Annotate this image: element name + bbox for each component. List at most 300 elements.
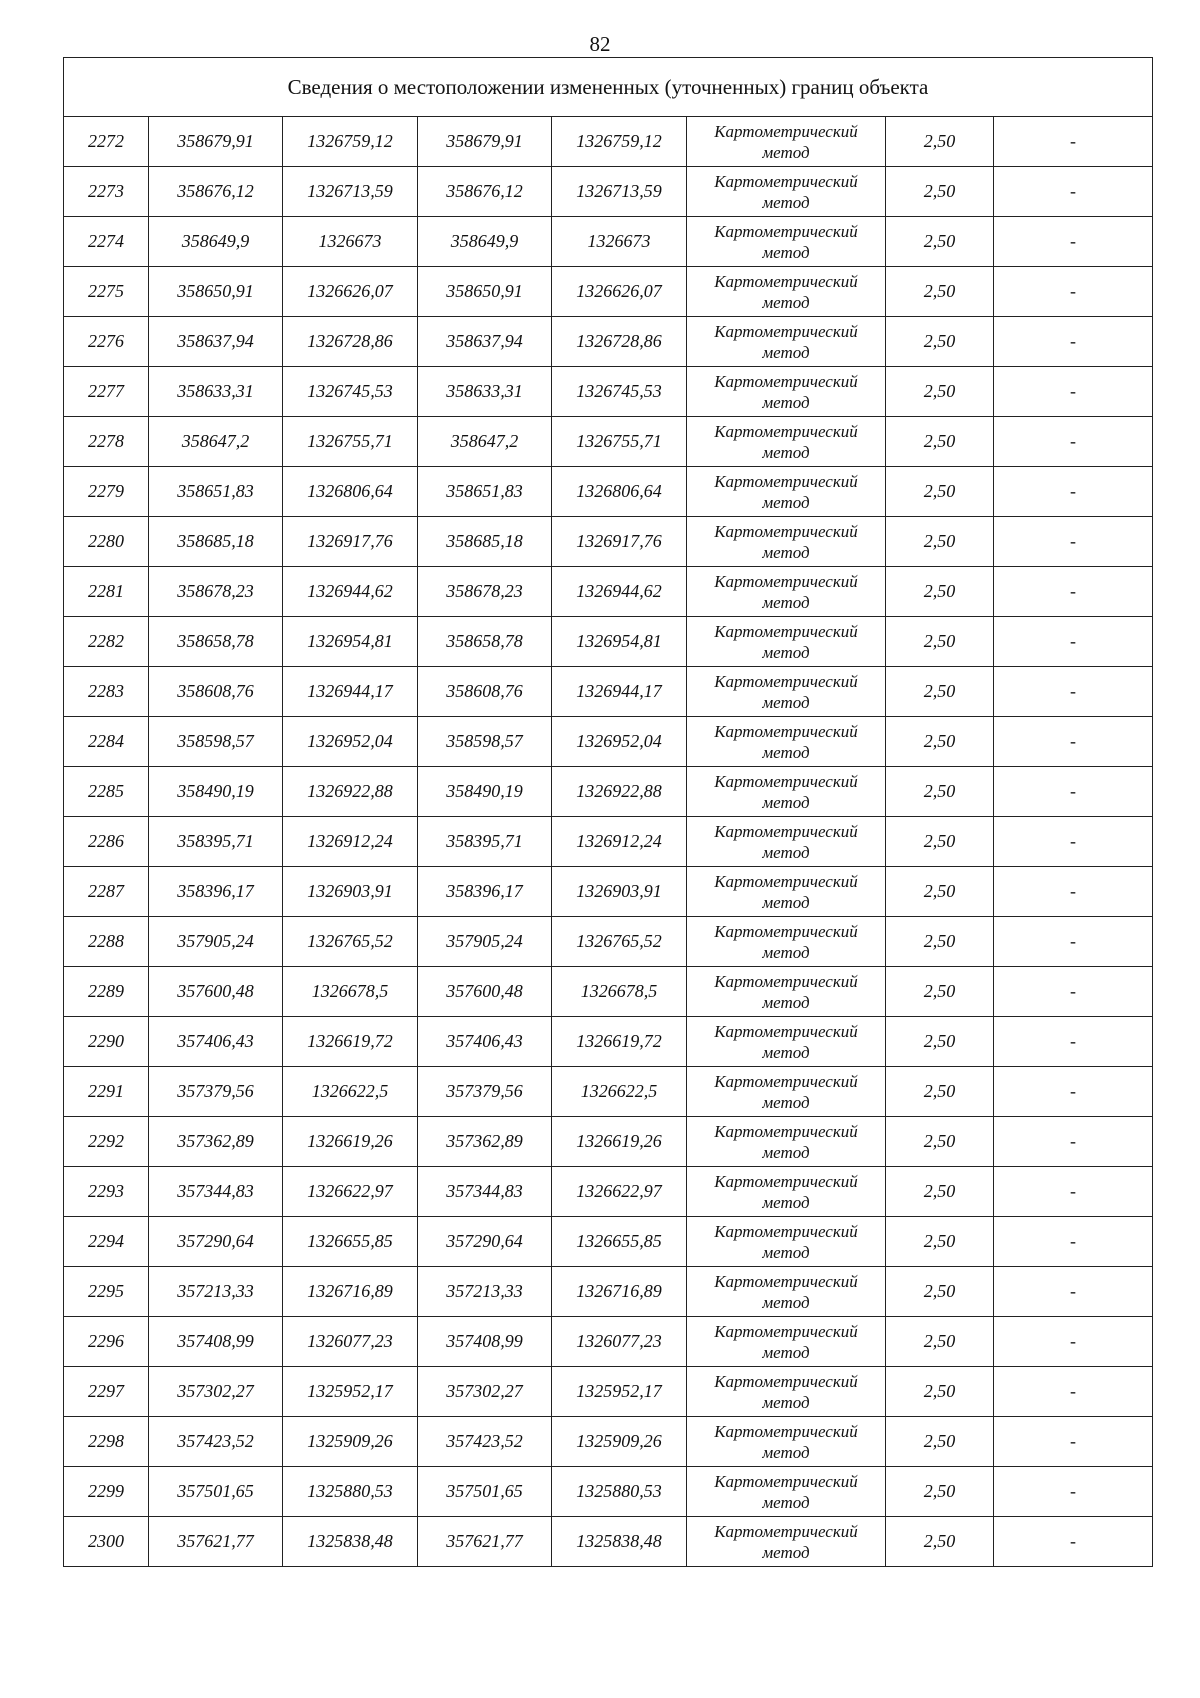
method-text: метод: [762, 392, 810, 412]
refined-x-cell: 358598,57: [418, 717, 552, 767]
method-text: метод: [762, 1492, 810, 1512]
table-row: [64, 1117, 1153, 1167]
point-number-cell: 2294: [64, 1217, 149, 1267]
refined-y-cell: 1326716,89: [552, 1267, 687, 1317]
refined-y-cell: 1326655,85: [552, 1217, 687, 1267]
precision-cell: 2,50: [886, 467, 994, 517]
method-cell: [687, 567, 886, 617]
existing-y-cell: 1326917,76: [283, 517, 418, 567]
method-cell: [687, 1267, 886, 1317]
refined-x-cell: 358608,76: [418, 667, 552, 717]
refined-x-cell: 357344,83: [418, 1167, 552, 1217]
existing-x-cell: 357302,27: [149, 1367, 283, 1417]
method-text: метод: [762, 892, 810, 912]
refined-x-cell: 358396,17: [418, 867, 552, 917]
method-cell: [687, 367, 886, 417]
refined-x-cell: 358651,83: [418, 467, 552, 517]
point-number-cell: 2282: [64, 617, 149, 667]
precision-cell: 2,50: [886, 717, 994, 767]
table-row: [64, 667, 1153, 717]
existing-y-cell: 1326806,64: [283, 467, 418, 517]
existing-x-cell: 357408,99: [149, 1317, 283, 1367]
refined-y-cell: 1326713,59: [552, 167, 687, 217]
method-cell: [687, 1417, 886, 1467]
refined-x-cell: 358679,91: [418, 117, 552, 167]
refined-x-cell: 357362,89: [418, 1117, 552, 1167]
method-text: Картометрический: [714, 521, 858, 541]
point-number-cell: 2292: [64, 1117, 149, 1167]
method-cell: [687, 217, 886, 267]
existing-y-cell: 1326944,62: [283, 567, 418, 617]
existing-x-cell: 358658,78: [149, 617, 283, 667]
table-row: [64, 1317, 1153, 1367]
table-row: [64, 217, 1153, 267]
refined-x-cell: 358658,78: [418, 617, 552, 667]
refined-y-cell: 1326745,53: [552, 367, 687, 417]
method-text: метод: [762, 1092, 810, 1112]
existing-y-cell: 1326944,17: [283, 667, 418, 717]
method-cell: [687, 667, 886, 717]
precision-cell: 2,50: [886, 667, 994, 717]
precision-cell: 2,50: [886, 617, 994, 667]
method-text: Картометрический: [714, 321, 858, 341]
note-cell: -: [994, 1217, 1153, 1267]
method-text: Картометрический: [714, 121, 858, 141]
method-cell: [687, 617, 886, 667]
existing-y-cell: 1326678,5: [283, 967, 418, 1017]
refined-y-cell: 1326626,07: [552, 267, 687, 317]
method-cell: [687, 467, 886, 517]
refined-y-cell: 1326917,76: [552, 517, 687, 567]
note-cell: -: [994, 167, 1153, 217]
point-number-cell: 2298: [64, 1417, 149, 1467]
refined-x-cell: 358678,23: [418, 567, 552, 617]
method-text: Картометрический: [714, 1521, 858, 1541]
existing-x-cell: 358649,9: [149, 217, 283, 267]
method-text: метод: [762, 692, 810, 712]
method-text: Картометрический: [714, 671, 858, 691]
refined-x-cell: 357423,52: [418, 1417, 552, 1467]
existing-x-cell: 358637,94: [149, 317, 283, 367]
table-row: [64, 867, 1153, 917]
note-cell: -: [994, 1417, 1153, 1467]
method-cell: [687, 267, 886, 317]
existing-x-cell: 358678,23: [149, 567, 283, 617]
note-cell: -: [994, 917, 1153, 967]
precision-cell: 2,50: [886, 1417, 994, 1467]
point-number-cell: 2289: [64, 967, 149, 1017]
refined-y-cell: 1326912,24: [552, 817, 687, 867]
method-text: метод: [762, 1142, 810, 1162]
table-row: [64, 817, 1153, 867]
point-number-cell: 2293: [64, 1167, 149, 1217]
note-cell: -: [994, 1017, 1153, 1067]
method-text: Картометрический: [714, 1321, 858, 1341]
method-text: Картометрический: [714, 371, 858, 391]
refined-x-cell: 357379,56: [418, 1067, 552, 1117]
refined-y-cell: 1326755,71: [552, 417, 687, 467]
point-number-cell: 2281: [64, 567, 149, 617]
method-text: Картометрический: [714, 1121, 858, 1141]
existing-x-cell: 357621,77: [149, 1517, 283, 1567]
point-number-cell: 2295: [64, 1267, 149, 1317]
refined-y-cell: 1326673: [552, 217, 687, 267]
note-cell: -: [994, 967, 1153, 1017]
existing-y-cell: 1325909,26: [283, 1417, 418, 1467]
method-text: метод: [762, 1392, 810, 1412]
method-text: метод: [762, 1292, 810, 1312]
method-text: Картометрический: [714, 971, 858, 991]
existing-y-cell: 1326954,81: [283, 617, 418, 667]
refined-x-cell: 357213,33: [418, 1267, 552, 1317]
refined-y-cell: 1326922,88: [552, 767, 687, 817]
table-row: [64, 117, 1153, 167]
method-text: Картометрический: [714, 921, 858, 941]
precision-cell: 2,50: [886, 1317, 994, 1367]
existing-x-cell: 358650,91: [149, 267, 283, 317]
precision-cell: 2,50: [886, 567, 994, 617]
precision-cell: 2,50: [886, 867, 994, 917]
refined-y-cell: 1326952,04: [552, 717, 687, 767]
point-number-cell: 2274: [64, 217, 149, 267]
point-number-cell: 2280: [64, 517, 149, 567]
method-cell: [687, 1067, 886, 1117]
existing-y-cell: 1326922,88: [283, 767, 418, 817]
method-cell: [687, 1467, 886, 1517]
refined-y-cell: 1325909,26: [552, 1417, 687, 1467]
table-row: [64, 417, 1153, 467]
method-cell: [687, 867, 886, 917]
table-row: [64, 1267, 1153, 1317]
existing-y-cell: 1326655,85: [283, 1217, 418, 1267]
note-cell: -: [994, 517, 1153, 567]
refined-y-cell: 1326944,17: [552, 667, 687, 717]
note-cell: -: [994, 367, 1153, 417]
note-cell: -: [994, 617, 1153, 667]
table-row: [64, 917, 1153, 967]
table-row: [64, 1217, 1153, 1267]
method-text: метод: [762, 492, 810, 512]
table-row: [64, 267, 1153, 317]
table-row: [64, 617, 1153, 667]
table-row: [64, 1417, 1153, 1467]
precision-cell: 2,50: [886, 417, 994, 467]
method-cell: [687, 717, 886, 767]
existing-y-cell: 1326765,52: [283, 917, 418, 967]
existing-x-cell: 358651,83: [149, 467, 283, 517]
refined-x-cell: 358647,2: [418, 417, 552, 467]
existing-x-cell: 358598,57: [149, 717, 283, 767]
precision-cell: 2,50: [886, 1067, 994, 1117]
precision-cell: 2,50: [886, 267, 994, 317]
refined-y-cell: 1326954,81: [552, 617, 687, 667]
precision-cell: 2,50: [886, 117, 994, 167]
method-cell: [687, 817, 886, 867]
method-text: метод: [762, 1442, 810, 1462]
note-cell: -: [994, 817, 1153, 867]
method-text: Картометрический: [714, 821, 858, 841]
note-cell: -: [994, 417, 1153, 467]
note-cell: -: [994, 717, 1153, 767]
method-cell: [687, 1317, 886, 1367]
refined-y-cell: 1326765,52: [552, 917, 687, 967]
note-cell: -: [994, 317, 1153, 367]
precision-cell: 2,50: [886, 167, 994, 217]
existing-x-cell: 358395,71: [149, 817, 283, 867]
refined-x-cell: 358685,18: [418, 517, 552, 567]
method-text: метод: [762, 592, 810, 612]
method-text: Картометрический: [714, 1421, 858, 1441]
precision-cell: 2,50: [886, 967, 994, 1017]
point-number-cell: 2299: [64, 1467, 149, 1517]
method-text: метод: [762, 1192, 810, 1212]
method-text: метод: [762, 292, 810, 312]
precision-cell: 2,50: [886, 817, 994, 867]
existing-y-cell: 1326626,07: [283, 267, 418, 317]
precision-cell: 2,50: [886, 367, 994, 417]
method-cell: [687, 167, 886, 217]
existing-y-cell: 1326745,53: [283, 367, 418, 417]
note-cell: -: [994, 667, 1153, 717]
existing-y-cell: 1326622,97: [283, 1167, 418, 1217]
method-text: Картометрический: [714, 1471, 858, 1491]
table-row: [64, 167, 1153, 217]
point-number-cell: 2279: [64, 467, 149, 517]
existing-x-cell: 358608,76: [149, 667, 283, 717]
note-cell: -: [994, 1067, 1153, 1117]
method-text: метод: [762, 1042, 810, 1062]
method-cell: [687, 1017, 886, 1067]
method-text: метод: [762, 842, 810, 862]
existing-x-cell: 357423,52: [149, 1417, 283, 1467]
refined-x-cell: 357406,43: [418, 1017, 552, 1067]
note-cell: -: [994, 267, 1153, 317]
method-text: Картометрический: [714, 571, 858, 591]
refined-x-cell: 358649,9: [418, 217, 552, 267]
existing-y-cell: 1326673: [283, 217, 418, 267]
point-number-cell: 2285: [64, 767, 149, 817]
table-row: [64, 567, 1153, 617]
note-cell: -: [994, 217, 1153, 267]
method-text: Картометрический: [714, 621, 858, 641]
point-number-cell: 2291: [64, 1067, 149, 1117]
existing-y-cell: 1326912,24: [283, 817, 418, 867]
method-cell: [687, 1117, 886, 1167]
existing-x-cell: 358633,31: [149, 367, 283, 417]
refined-x-cell: 357501,65: [418, 1467, 552, 1517]
refined-x-cell: 357290,64: [418, 1217, 552, 1267]
existing-x-cell: 358679,91: [149, 117, 283, 167]
refined-x-cell: 358633,31: [418, 367, 552, 417]
existing-y-cell: 1325838,48: [283, 1517, 418, 1567]
method-text: Картометрический: [714, 721, 858, 741]
existing-y-cell: 1326622,5: [283, 1067, 418, 1117]
point-number-cell: 2275: [64, 267, 149, 317]
table-row: [64, 1467, 1153, 1517]
method-text: Картометрический: [714, 1371, 858, 1391]
method-text: метод: [762, 142, 810, 162]
method-text: метод: [762, 642, 810, 662]
refined-y-cell: 1326622,97: [552, 1167, 687, 1217]
page-number: 82: [589, 32, 611, 56]
refined-y-cell: 1326759,12: [552, 117, 687, 167]
point-number-cell: 2287: [64, 867, 149, 917]
point-number-cell: 2300: [64, 1517, 149, 1567]
refined-x-cell: 357600,48: [418, 967, 552, 1017]
note-cell: -: [994, 867, 1153, 917]
existing-x-cell: 357213,33: [149, 1267, 283, 1317]
existing-y-cell: 1326952,04: [283, 717, 418, 767]
method-cell: [687, 1367, 886, 1417]
method-text: метод: [762, 792, 810, 812]
method-text: Картометрический: [714, 1171, 858, 1191]
method-text: Картометрический: [714, 171, 858, 191]
note-cell: -: [994, 1467, 1153, 1517]
existing-x-cell: 358490,19: [149, 767, 283, 817]
method-text: Картометрический: [714, 1071, 858, 1091]
method-text: Картометрический: [714, 421, 858, 441]
point-number-cell: 2283: [64, 667, 149, 717]
existing-x-cell: 357290,64: [149, 1217, 283, 1267]
precision-cell: 2,50: [886, 1217, 994, 1267]
method-text: метод: [762, 942, 810, 962]
method-cell: [687, 317, 886, 367]
existing-y-cell: 1326619,26: [283, 1117, 418, 1167]
method-cell: [687, 967, 886, 1017]
method-text: метод: [762, 242, 810, 262]
existing-y-cell: 1326755,71: [283, 417, 418, 467]
refined-y-cell: 1325838,48: [552, 1517, 687, 1567]
existing-y-cell: 1326716,89: [283, 1267, 418, 1317]
method-cell: [687, 917, 886, 967]
method-text: Картометрический: [714, 1271, 858, 1291]
existing-x-cell: 358685,18: [149, 517, 283, 567]
refined-y-cell: 1326678,5: [552, 967, 687, 1017]
table-row: [64, 317, 1153, 367]
precision-cell: 2,50: [886, 517, 994, 567]
existing-x-cell: 358396,17: [149, 867, 283, 917]
table-row: [64, 1367, 1153, 1417]
refined-y-cell: 1326619,72: [552, 1017, 687, 1067]
table-row: [64, 367, 1153, 417]
table-row: [64, 717, 1153, 767]
refined-x-cell: 358676,12: [418, 167, 552, 217]
method-text: метод: [762, 1542, 810, 1562]
existing-y-cell: 1326619,72: [283, 1017, 418, 1067]
existing-x-cell: 357600,48: [149, 967, 283, 1017]
table-row: [64, 1067, 1153, 1117]
table-row: [64, 467, 1153, 517]
method-text: метод: [762, 442, 810, 462]
precision-cell: 2,50: [886, 1017, 994, 1067]
method-text: Картометрический: [714, 221, 858, 241]
precision-cell: 2,50: [886, 767, 994, 817]
refined-y-cell: 1325880,53: [552, 1467, 687, 1517]
existing-x-cell: 357379,56: [149, 1067, 283, 1117]
method-cell: [687, 117, 886, 167]
point-number-cell: 2296: [64, 1317, 149, 1367]
refined-y-cell: 1326619,26: [552, 1117, 687, 1167]
precision-cell: 2,50: [886, 917, 994, 967]
refined-x-cell: 357621,77: [418, 1517, 552, 1567]
precision-cell: 2,50: [886, 217, 994, 267]
method-cell: [687, 1217, 886, 1267]
note-cell: -: [994, 767, 1153, 817]
point-number-cell: 2284: [64, 717, 149, 767]
point-number-cell: 2272: [64, 117, 149, 167]
table-row: [64, 1517, 1153, 1567]
method-text: метод: [762, 1242, 810, 1262]
method-cell: [687, 767, 886, 817]
method-cell: [687, 417, 886, 467]
method-text: Картометрический: [714, 471, 858, 491]
method-text: Картометрический: [714, 1221, 858, 1241]
note-cell: -: [994, 1317, 1153, 1367]
precision-cell: 2,50: [886, 317, 994, 367]
method-cell: [687, 517, 886, 567]
note-cell: -: [994, 1117, 1153, 1167]
refined-x-cell: 358650,91: [418, 267, 552, 317]
refined-x-cell: 357408,99: [418, 1317, 552, 1367]
method-cell: [687, 1167, 886, 1217]
refined-y-cell: 1326806,64: [552, 467, 687, 517]
method-text: Картометрический: [714, 771, 858, 791]
method-text: метод: [762, 542, 810, 562]
existing-y-cell: 1326728,86: [283, 317, 418, 367]
precision-cell: 2,50: [886, 1267, 994, 1317]
method-text: Картометрический: [714, 1021, 858, 1041]
method-cell: [687, 1517, 886, 1567]
note-cell: -: [994, 1367, 1153, 1417]
note-cell: -: [994, 467, 1153, 517]
point-number-cell: 2297: [64, 1367, 149, 1417]
method-text: метод: [762, 192, 810, 212]
precision-cell: 2,50: [886, 1167, 994, 1217]
refined-y-cell: 1326944,62: [552, 567, 687, 617]
existing-x-cell: 357362,89: [149, 1117, 283, 1167]
existing-x-cell: 357501,65: [149, 1467, 283, 1517]
table-row: [64, 517, 1153, 567]
point-number-cell: 2288: [64, 917, 149, 967]
refined-x-cell: 357905,24: [418, 917, 552, 967]
existing-y-cell: 1326713,59: [283, 167, 418, 217]
point-number-cell: 2277: [64, 367, 149, 417]
table-row: [64, 1167, 1153, 1217]
boundary-coordinates-table: [63, 57, 1153, 1567]
refined-y-cell: 1326728,86: [552, 317, 687, 367]
existing-y-cell: 1326759,12: [283, 117, 418, 167]
method-text: Картометрический: [714, 871, 858, 891]
existing-x-cell: 357344,83: [149, 1167, 283, 1217]
existing-y-cell: 1325880,53: [283, 1467, 418, 1517]
method-text: метод: [762, 742, 810, 762]
point-number-cell: 2286: [64, 817, 149, 867]
refined-x-cell: 357302,27: [418, 1367, 552, 1417]
existing-x-cell: 358676,12: [149, 167, 283, 217]
refined-x-cell: 358637,94: [418, 317, 552, 367]
table-row: [64, 967, 1153, 1017]
table-row: [64, 1017, 1153, 1067]
point-number-cell: 2276: [64, 317, 149, 367]
note-cell: -: [994, 1267, 1153, 1317]
point-number-cell: 2273: [64, 167, 149, 217]
precision-cell: 2,50: [886, 1117, 994, 1167]
table-title: Сведения о местоположении измененных (уточненных) границ объекта: [64, 58, 1153, 117]
existing-y-cell: 1326903,91: [283, 867, 418, 917]
precision-cell: 2,50: [886, 1517, 994, 1567]
existing-x-cell: 357406,43: [149, 1017, 283, 1067]
existing-y-cell: 1325952,17: [283, 1367, 418, 1417]
